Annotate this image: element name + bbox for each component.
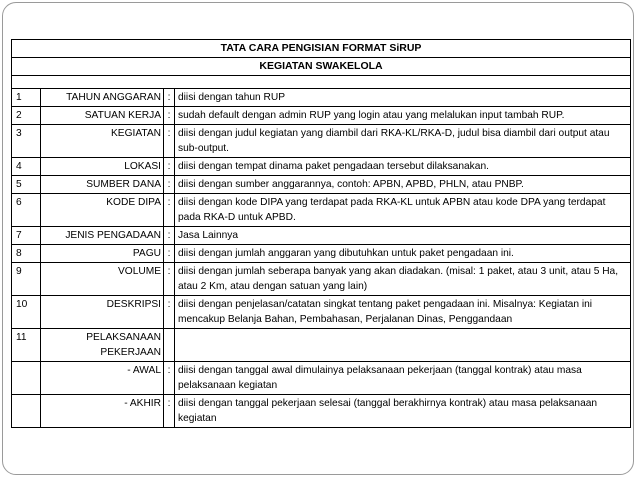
row-description: diisi dengan jumlah seberapa banyak yang akan diadakan. (misal: 1 paket, atau 3 unit, atau 5 Ha, atau 2 Km, atau dengan satuan yang lain) — [175, 263, 631, 296]
row-description: diisi dengan jumlah anggaran yang dibutuhkan untuk paket pengadaan ini. — [175, 245, 631, 263]
row-description: diisi dengan tanggal pekerjaan selesai (tanggal berakhirnya kontrak) atau masa pelaksanaan kegiatan — [175, 395, 631, 428]
row-number: 8 — [12, 245, 41, 263]
row-separator: : — [164, 296, 175, 329]
table-row — [12, 158, 631, 176]
row-number: 10 — [12, 296, 41, 329]
row-description: diisi dengan kode DIPA yang terdapat pada RKA-KL untuk APBN atau kode DPA yang terdapat pada RKA-D untuk APBD. — [175, 194, 631, 227]
row-label: TAHUN ANGGARAN — [41, 89, 164, 107]
table-row — [12, 89, 631, 107]
row-description: Jasa Lainnya — [175, 227, 631, 245]
row-separator: : — [164, 227, 175, 245]
instructions-table-body — [12, 89, 631, 428]
document-title: TATA CARA PENGISIAN FORMAT SiRUP — [11, 39, 631, 57]
spacer-row — [11, 76, 631, 88]
table-row — [12, 263, 631, 296]
row-separator: : — [164, 125, 175, 158]
row-separator: : — [164, 176, 175, 194]
row-label: SATUAN KERJA — [41, 107, 164, 125]
table-row — [12, 296, 631, 329]
table-row — [12, 395, 631, 428]
row-number: 1 — [12, 89, 41, 107]
row-number: 3 — [12, 125, 41, 158]
row-separator — [164, 329, 175, 362]
row-number: 9 — [12, 263, 41, 296]
row-label: - AWAL — [41, 362, 164, 395]
row-label: KODE DIPA — [41, 194, 164, 227]
row-description: diisi dengan sumber anggarannya, contoh: APBN, APBD, PHLN, atau PNBP. — [175, 176, 631, 194]
row-label: LOKASI — [41, 158, 164, 176]
row-separator: : — [164, 245, 175, 263]
row-number: 4 — [12, 158, 41, 176]
row-label: - AKHIR — [41, 395, 164, 428]
table-row — [12, 194, 631, 227]
row-description: diisi dengan tanggal awal dimulainya pelaksanaan pekerjaan (tanggal kontrak) atau masa pelaksanaan kegiatan — [175, 362, 631, 395]
table-row — [12, 227, 631, 245]
row-separator: : — [164, 158, 175, 176]
table-row — [12, 329, 631, 362]
document-subtitle: KEGIATAN SWAKELOLA — [11, 57, 631, 76]
table-row — [12, 245, 631, 263]
row-number: 2 — [12, 107, 41, 125]
table-row — [12, 125, 631, 158]
document — [11, 39, 631, 428]
row-separator: : — [164, 395, 175, 428]
row-description: diisi dengan penjelasan/catatan singkat tentang paket pengadaan ini. Misalnya: Kegiatan ini mencakup Belanja Bahan, Pembahasan, Perjalanan Dinas, Penggandaan — [175, 296, 631, 329]
row-label: JENIS PENGADAAN — [41, 227, 164, 245]
row-number: 5 — [12, 176, 41, 194]
row-label: PAGU — [41, 245, 164, 263]
row-number: 6 — [12, 194, 41, 227]
row-description: diisi dengan tempat dinama paket pengadaan tersebut dilaksanakan. — [175, 158, 631, 176]
row-label: DESKRIPSI — [41, 296, 164, 329]
row-separator: : — [164, 107, 175, 125]
row-number — [12, 362, 41, 395]
row-separator: : — [164, 89, 175, 107]
table-row — [12, 362, 631, 395]
row-description — [175, 329, 631, 362]
row-label: SUMBER DANA — [41, 176, 164, 194]
row-number: 7 — [12, 227, 41, 245]
row-separator: : — [164, 263, 175, 296]
row-label: PELAKSANAAN PEKERJAAN — [41, 329, 164, 362]
row-separator: : — [164, 194, 175, 227]
slide-frame — [2, 2, 634, 475]
row-description: diisi dengan tahun RUP — [175, 89, 631, 107]
row-number: 11 — [12, 329, 41, 362]
row-description: diisi dengan judul kegiatan yang diambil dari RKA-KL/RKA-D, judul bisa diambil dari output atau sub-output. — [175, 125, 631, 158]
row-separator: : — [164, 362, 175, 395]
table-row — [12, 176, 631, 194]
row-label: KEGIATAN — [41, 125, 164, 158]
row-number — [12, 395, 41, 428]
row-label: VOLUME — [41, 263, 164, 296]
instructions-table — [11, 88, 631, 428]
table-row — [12, 107, 631, 125]
row-description: sudah default dengan admin RUP yang login atau yang melalukan input tambah RUP. — [175, 107, 631, 125]
